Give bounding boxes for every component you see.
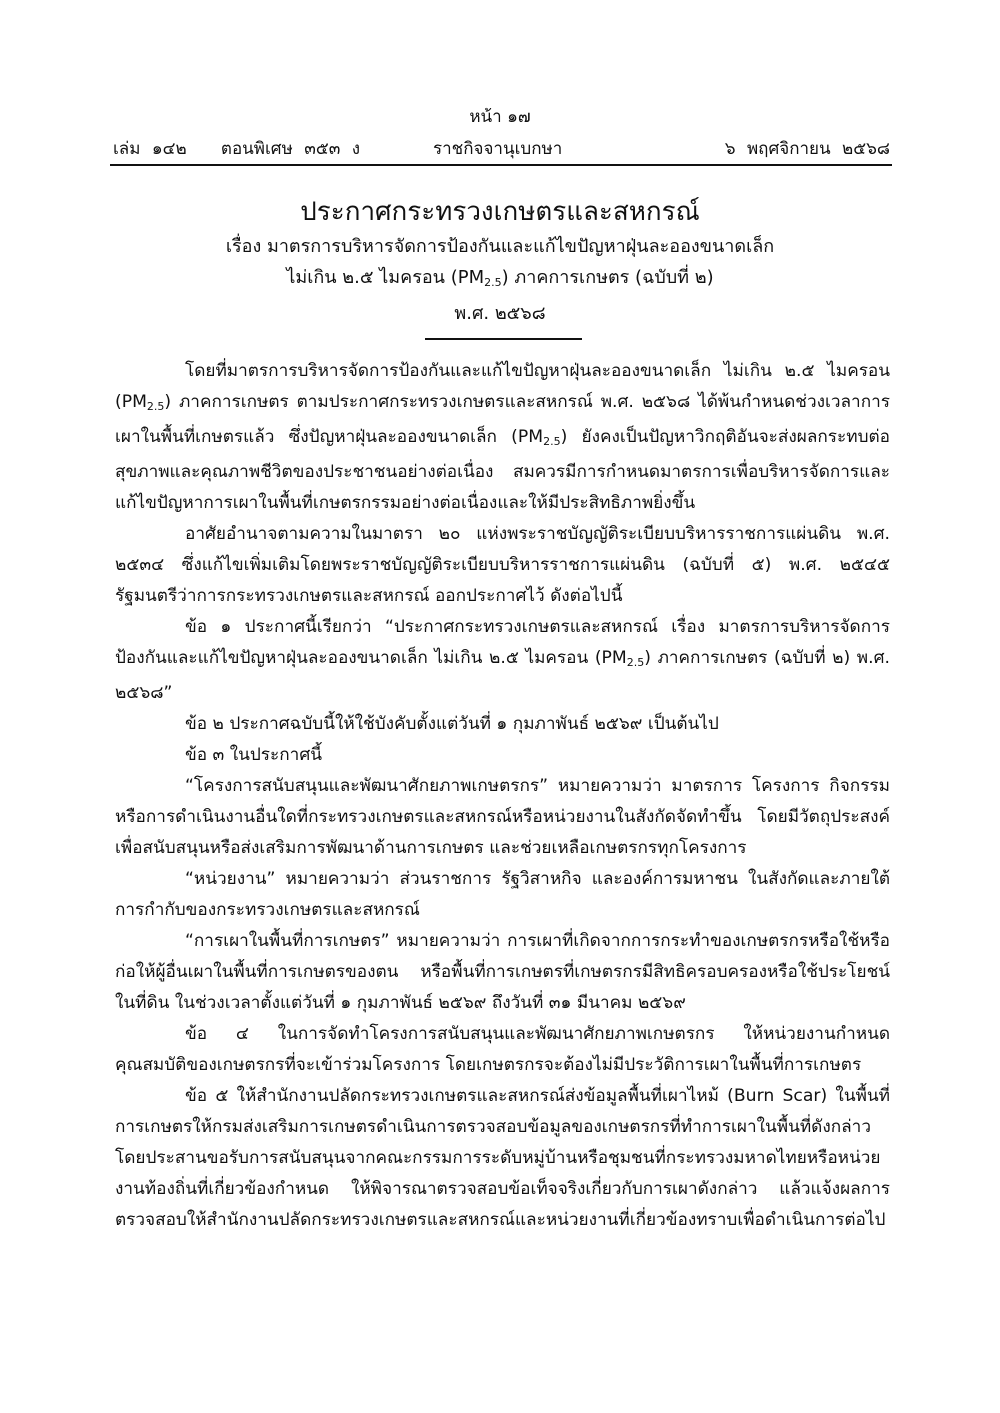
- clause-1-text-a: ข้อ ๑ ประกาศนี้เรียกว่า “ประกาศกระทรวงเกษตรและสหกรณ์ เรื่อง มาตรการบริหารจัดการป้องกันและแก้ไขปัญหาฝุ่นละอองขนาดเล็ก ไม่เกิน ๒.๕ ไมครอน (PM: [115, 617, 890, 668]
- clause-5: ข้อ ๕ ให้สำนักงานปลัดกระทรวงเกษตรและสหกรณ์ส่งข้อมูลพื้นที่เผาไหม้ (Burn Scar) ในพื้นที่การเกษตรให้กรมส่งเสริมการเกษตรดำเนินการตรวจสอบข้อมูลของเกษตรกรที่ทำการเผาในพื้นที่ดังกล่าว โดยประสานขอรับการสนับสนุนจากคณะกรรมการระดับหมู่บ้านหรือชุมชนที่กระทรวงมหาดไทยหรือหน่วยงานท้องถิ่นที่เกี่ยวข้องกำหนด ให้พิจารณาตรวจสอบข้อเท็จจริงเกี่ยวกับการเผาดังกล่าว แล้วแจ้งผลการตรวจสอบให้สำนักงานปลัดกระทรวงเกษตรและสหกรณ์และหน่วยงานที่เกี่ยวข้องทราบเพื่อดำเนินการต่อไป: [115, 1086, 890, 1230]
- running-header: [113, 136, 890, 162]
- preamble-text-c: ) ยังคงเป็นปัญหาวิกฤติอันจะส่งผลกระทบต่อสุขภาพและคุณภาพชีวิตของประชาชนอย่างต่อเนื่อง สมควรมีการกำหนดมาตรการเพื่อบริหารจัดการและแก้ไขปัญหาการเผาในพื้นที่เกษตรกรรมอย่างต่อเนื่องและให้มีประสิทธิภาพยิ่งขึ้น: [115, 427, 890, 513]
- clause-1: [115, 612, 890, 709]
- clause-2: ข้อ ๒ ประกาศฉบับนี้ให้ใช้บังคับตั้งแต่วันที่ ๑ กุมภาพันธ์ ๒๕๖๙ เป็นต้นไป: [185, 714, 719, 734]
- page-number: หน้า ๑๗: [469, 107, 531, 127]
- pm-subscript: 2.5: [543, 435, 561, 448]
- publication-name: ราชกิจจานุเบกษา: [433, 139, 563, 159]
- announcement-title: ประกาศกระทรวงเกษตรและสหกรณ์: [300, 197, 700, 227]
- section-label: ตอนพิเศษ ๓๕๓ ง: [220, 139, 361, 159]
- publication-date: ๖ พฤศจิกายน ๒๕๖๘: [724, 139, 890, 159]
- clause-1-text-b: ) ภาคการเกษตร (ฉบับที่ ๒) พ.ศ. ๒๕๖๘”: [115, 648, 890, 703]
- preamble-text-b: ) ภาคการเกษตร ตามประกาศกระทรวงเกษตรและสหกรณ์ พ.ศ. ๒๕๖๘ ได้พ้นกำหนดช่วงเวลาการเผาในพื้นที่เกษตรแล้ว ซึ่งปัญหาฝุ่นละอองขนาดเล็ก (PM: [115, 392, 890, 447]
- title-divider: [425, 338, 582, 340]
- header-divider: [110, 164, 892, 166]
- subject-line-2-text-end: ) ภาคการเกษตร (ฉบับที่ ๒): [501, 267, 714, 288]
- announcement-year: พ.ศ. ๒๕๖๘: [454, 303, 546, 324]
- announcement-body: [115, 356, 890, 1236]
- preamble-text-a: โดยที่มาตรการบริหารจัดการป้องกันและแก้ไขปัญหาฝุ่นละอองขนาดเล็ก ไม่เกิน ๒.๕ ไมครอน (PM: [115, 361, 890, 412]
- pm-subscript: 2.5: [484, 276, 502, 289]
- definition-agricultural-burning: “การเผาในพื้นที่การเกษตร” หมายความว่า การเผาที่เกิดจากการกระทำของเกษตรกรหรือใช้หรือก่อให้ผู้อื่นเผาในพื้นที่การเกษตรของตน หรือพื้นที่การเกษตรที่เกษตรกรมีสิทธิครอบครองหรือใช้ประโยชน์ในที่ดิน ในช่วงเวลาตั้งแต่วันที่ ๑ กุมภาพันธ์ ๒๕๖๙ ถึงวันที่ ๓๑ มีนาคม ๒๕๖๙: [115, 931, 890, 1013]
- subject-line-2: [0, 262, 1000, 298]
- pm-subscript: 2.5: [146, 400, 165, 413]
- definition-support-program: “โครงการสนับสนุนและพัฒนาศักยภาพเกษตรกร” หมายความว่า มาตรการ โครงการ กิจกรรม หรือการดำเนินงานอื่นใดที่กระทรวงเกษตรและสหกรณ์หรือหน่วยงานในสังกัดจัดทำขึ้น โดยมีวัตถุประสงค์เพื่อสนับสนุนหรือส่งเสริมการพัฒนาด้านการเกษตร และช่วยเหลือเกษตรกรทุกโครงการ: [115, 776, 890, 858]
- title-block: [0, 193, 1000, 329]
- clause-4: ข้อ ๔ ในการจัดทำโครงการสนับสนุนและพัฒนาศักยภาพเกษตรกร ให้หน่วยงานกำหนดคุณสมบัติของเกษตรกรที่จะเข้าร่วมโครงการ โดยเกษตรกรจะต้องไม่มีประวัติการเผาในพื้นที่การเกษตร: [115, 1024, 890, 1075]
- preamble-paragraph: [115, 356, 890, 519]
- pm-subscript: 2.5: [626, 656, 645, 669]
- subject-line-1: เรื่อง มาตรการบริหารจัดการป้องกันและแก้ไขปัญหาฝุ่นละอองขนาดเล็ก: [225, 236, 775, 257]
- subject-line-2-text: ไม่เกิน ๒.๕ ไมครอน (PM: [286, 267, 485, 288]
- volume-section: [113, 136, 360, 162]
- volume-label: เล่ม ๑๔๒: [113, 139, 187, 159]
- definition-agency: “หน่วยงาน” หมายความว่า ส่วนราชการ รัฐวิสาหกิจ และองค์การมหาชน ในสังกัดและภายใต้การกำกับของกระทรวงเกษตรและสหกรณ์: [115, 869, 890, 920]
- authority-paragraph: อาศัยอำนาจตามความในมาตรา ๒๐ แห่งพระราชบัญญัติระเบียบบริหารราชการแผ่นดิน พ.ศ. ๒๕๓๔ ซึ่งแก้ไขเพิ่มเติมโดยพระราชบัญญัติระเบียบบริหารราชการแผ่นดิน (ฉบับที่ ๕) พ.ศ. ๒๕๔๕ รัฐมนตรีว่าการกระทรวงเกษตรและสหกรณ์ ออกประกาศไว้ ดังต่อไปนี้: [115, 524, 890, 606]
- clause-3: ข้อ ๓ ในประกาศนี้: [185, 745, 322, 765]
